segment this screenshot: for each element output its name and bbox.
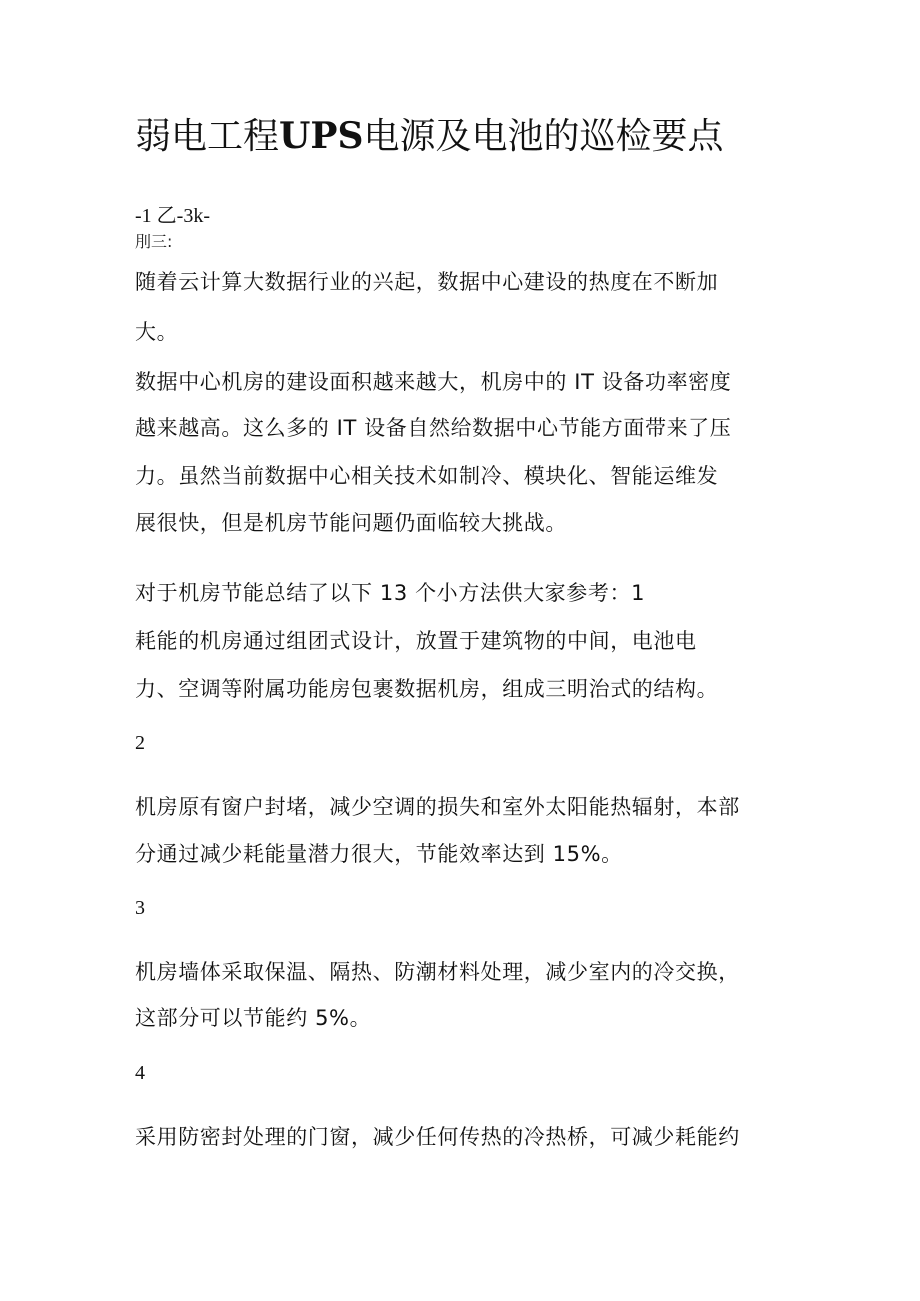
document-title [135, 110, 724, 163]
meta-line-1: -1 乙-3k- [135, 205, 210, 227]
body-line: 机房墙体采取保温、隔热、防潮材料处理，减少室内的冷交换， [135, 960, 740, 984]
body-line: 展很快，但是机房节能问题仍面临较大挑战。 [135, 511, 567, 535]
body-line: 力。虽然当前数据中心相关技术如制冷、模块化、智能运维发 [135, 464, 719, 488]
title-bold: UPS [279, 115, 364, 157]
body-line: 机房原有窗户封堵，减少空调的损失和室外太阳能热辐射，本部 [135, 795, 740, 819]
body-line: 数据中心机房的建设面积越来越大，机房中的 IT 设备功率密度 [135, 370, 732, 394]
title-prefix: 弱电工程 [135, 116, 280, 157]
body-line: 耗能的机房通过组团式设计，放置于建筑物的中间，电池电 [135, 629, 697, 653]
body-line: 大。 [135, 320, 179, 344]
body-line: 越来越高。这么多的 IT 设备自然给数据中心节能方面带来了压 [135, 416, 732, 440]
body-line: 这部分可以节能约 5%。 [135, 1006, 372, 1030]
item-number: 4 [135, 1062, 145, 1084]
body-line: 分通过减少耗能量潜力很大，节能效率达到 15%。 [135, 842, 623, 866]
body-line: 力、空调等附属功能房包裹数据机房，组成三明治式的结构。 [135, 677, 719, 701]
title-suffix: 电源及电池的巡检要点 [363, 116, 724, 157]
body-line: 采用防密封处理的门窗，减少任何传热的冷热桥，可减少耗能约 [135, 1125, 740, 1149]
body-line: 对于机房节能总结了以下 13 个小方法供大家参考：1 [135, 581, 646, 605]
meta-line-2: 刖三: [135, 232, 173, 251]
item-number: 2 [135, 732, 145, 754]
item-number: 3 [135, 897, 145, 919]
body-line: 随着云计算大数据行业的兴起，数据中心建设的热度在不断加 [135, 270, 719, 294]
